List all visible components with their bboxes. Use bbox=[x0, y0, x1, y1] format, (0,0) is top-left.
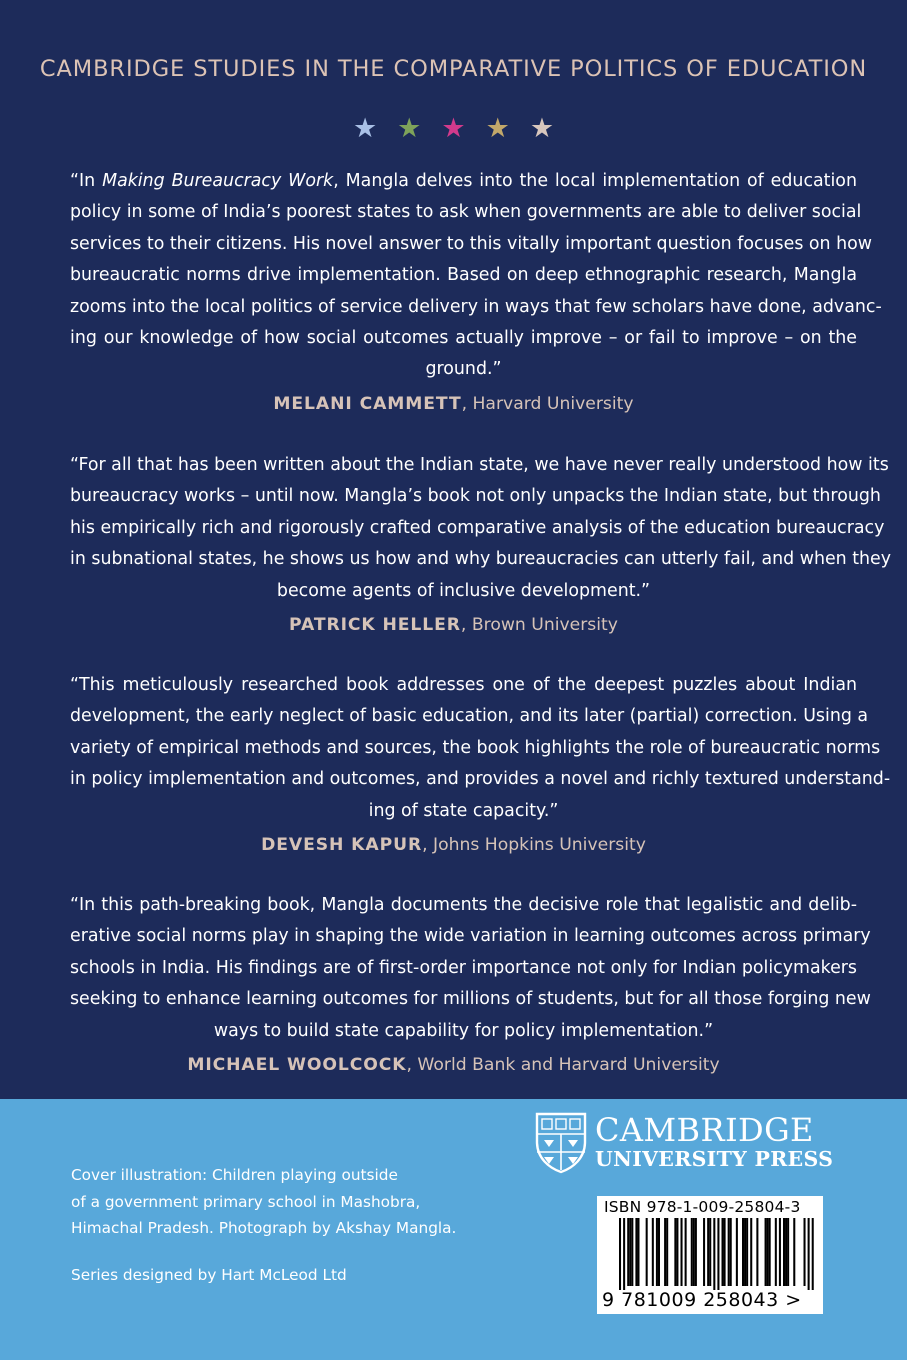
star-icon: ★ bbox=[352, 113, 378, 144]
barcode-digits: 9 781009 258043 > bbox=[602, 1289, 802, 1311]
barcode-bar bbox=[709, 1218, 711, 1286]
barcode-bar bbox=[746, 1218, 748, 1286]
barcode-bar bbox=[808, 1218, 810, 1290]
barcode-bar bbox=[775, 1218, 777, 1286]
barcode-bar bbox=[658, 1218, 660, 1286]
reviewer-name: MICHAEL WOOLCOCK bbox=[187, 1055, 407, 1075]
quote-line: schools in India. His findings are of first-order importance not only for Indian policymakers bbox=[70, 957, 857, 978]
quote-line: variety of empirical methods and sources, the book highlights the role of bureaucratic norms bbox=[70, 737, 881, 758]
barcode-bar bbox=[703, 1218, 705, 1286]
barcode-bar bbox=[695, 1218, 697, 1286]
isbn-label: ISBN 978-1-009-25804-3 bbox=[604, 1198, 801, 1216]
barcode-bar bbox=[713, 1218, 715, 1290]
quote-line: ing of state capacity.” bbox=[368, 800, 559, 821]
barcode-bar bbox=[693, 1218, 695, 1286]
cover-credit-line: of a government primary school in Mashobra, bbox=[71, 1192, 421, 1211]
quote-line: policy in some of India’s poorest states to ask when governments are able to deliver social bbox=[70, 202, 862, 223]
star-icon: ★ bbox=[485, 113, 510, 144]
quote-line: “This meticulously researched book addresses one of the deepest puzzles about Indian bbox=[70, 675, 857, 695]
blurb-quote bbox=[70, 890, 871, 1047]
reviewer-affiliation: , Brown University bbox=[460, 615, 618, 635]
barcode-bars bbox=[597, 1218, 823, 1290]
blurb-attribution bbox=[0, 1055, 907, 1075]
quote-line: services to their citizens. His novel answer to this vitally important question focuses on how bbox=[70, 233, 872, 254]
quote-fragment: “In bbox=[70, 171, 103, 191]
series-title: CAMBRIDGE STUDIES IN THE COMPARATIVE POLITICS OF EDUCATION bbox=[39, 56, 868, 82]
quote-line: bureaucracy works – until now. Mangla’s book not only unpacks the Indian state, but through bbox=[70, 486, 881, 507]
barcode-bar bbox=[646, 1218, 648, 1286]
barcode-bar bbox=[812, 1218, 814, 1290]
quote-line: “In this path-breaking book, Mangla documents the decisive role that legalistic and delib- bbox=[70, 895, 857, 915]
barcode-bar bbox=[652, 1218, 654, 1286]
star-icon: ★ bbox=[529, 113, 555, 144]
quote-line: in policy implementation and outcomes, and provides a novel and richly textured understand- bbox=[70, 769, 891, 790]
publisher-logo bbox=[535, 1112, 835, 1174]
blurb-attribution bbox=[0, 615, 907, 635]
barcode-bar bbox=[627, 1218, 629, 1286]
quote-line: zooms into the local politics of service delivery in ways that few scholars have done, advanc- bbox=[70, 296, 882, 317]
barcode-bar bbox=[728, 1218, 730, 1286]
star-icon: ★ bbox=[441, 113, 466, 144]
barcode-bar bbox=[767, 1218, 769, 1286]
barcode-bar bbox=[785, 1218, 787, 1286]
publisher-subname: UNIVERSITY PRESS bbox=[595, 1147, 834, 1171]
blurb-quote bbox=[70, 450, 892, 607]
barcode-bar bbox=[722, 1218, 724, 1286]
blurb-quote bbox=[70, 166, 882, 386]
barcode-bar bbox=[756, 1218, 758, 1286]
quote-line: ground.” bbox=[425, 359, 502, 380]
blurb-quote bbox=[70, 670, 891, 827]
barcode-bar bbox=[631, 1218, 633, 1286]
barcode-bar bbox=[736, 1218, 738, 1286]
cover-credit-line: Himachal Pradesh. Photograph by Akshay Mangla. bbox=[71, 1219, 457, 1237]
barcode-bar bbox=[623, 1218, 625, 1290]
blurb-attribution bbox=[0, 394, 907, 414]
reviewer-name: PATRICK HELLER bbox=[289, 615, 461, 635]
barcode-bar bbox=[685, 1218, 687, 1286]
quote-line: bureaucratic norms drive implementation. Based on deep ethnographic research, Mangla bbox=[70, 265, 857, 286]
reviewer-affiliation: , World Bank and Harvard University bbox=[406, 1055, 720, 1075]
barcode-bar bbox=[637, 1218, 639, 1286]
quote-line: his empirically rich and rigorously crafted comparative analysis of the education bureaucracy bbox=[70, 517, 885, 538]
barcode-bar bbox=[730, 1218, 732, 1286]
barcode-bar bbox=[804, 1218, 806, 1286]
book-title: Making Bureaucracy Work bbox=[102, 171, 334, 191]
barcode-bar bbox=[676, 1218, 678, 1286]
barcode-bar bbox=[744, 1218, 746, 1286]
isbn-barcode bbox=[597, 1196, 823, 1314]
reviewer-affiliation: , Johns Hopkins University bbox=[422, 835, 646, 855]
designer-credit: Series designed by Hart McLeod Ltd bbox=[71, 1266, 347, 1284]
publisher-name: CAMBRIDGE bbox=[595, 1111, 814, 1149]
barcode-bar bbox=[724, 1218, 726, 1286]
barcode-bar bbox=[629, 1218, 631, 1286]
barcode-bar bbox=[783, 1218, 785, 1286]
cambridge-shield-icon bbox=[535, 1112, 587, 1174]
barcode-bar bbox=[742, 1218, 744, 1286]
reviewer-name: MELANI CAMMETT bbox=[273, 394, 462, 414]
barcode-bar bbox=[707, 1218, 709, 1286]
quote-line: become agents of inclusive development.” bbox=[276, 580, 651, 601]
barcode-bar bbox=[765, 1218, 767, 1286]
cover-credit-line: Cover illustration: Children playing outside bbox=[71, 1166, 398, 1184]
barcode-bar bbox=[635, 1218, 637, 1286]
quote-line: ways to build state capability for policy implementation.” bbox=[213, 1020, 714, 1041]
barcode-bar bbox=[619, 1218, 621, 1290]
reviewer-name: DEVESH KAPUR bbox=[261, 835, 423, 855]
barcode-bar bbox=[750, 1218, 752, 1286]
barcode-bar bbox=[666, 1218, 668, 1286]
barcode-bar bbox=[793, 1218, 795, 1286]
reviewer-affiliation: , Harvard University bbox=[461, 394, 634, 414]
barcode-bar bbox=[717, 1218, 719, 1290]
blurb-attribution bbox=[0, 835, 907, 855]
quote-line: in subnational states, he shows us how and why bureaucracies can utterly fail, and when they bbox=[70, 549, 892, 570]
barcode-bar bbox=[656, 1218, 658, 1286]
barcode-bar bbox=[681, 1218, 683, 1286]
quote-line: ing our knowledge of how social outcomes actually improve – or fail to improve – on the bbox=[70, 328, 857, 349]
barcode-bar bbox=[664, 1218, 666, 1286]
barcode-bar bbox=[787, 1218, 789, 1286]
quote-fragment: , Mangla delves into the local implementation of education bbox=[333, 171, 857, 191]
quote-line bbox=[70, 166, 857, 197]
quote-line: seeking to enhance learning outcomes for millions of students, but for all those forging new bbox=[70, 989, 871, 1010]
barcode-bar bbox=[779, 1218, 781, 1286]
star-icon: ★ bbox=[397, 113, 422, 144]
barcode-bar bbox=[769, 1218, 771, 1286]
quote-line: “For all that has been written about the Indian state, we have never really understood how its bbox=[70, 455, 889, 475]
star-row bbox=[0, 114, 907, 144]
barcode-bar bbox=[691, 1218, 693, 1286]
quote-line: erative social norms play in shaping the wide variation in learning outcomes across primary bbox=[70, 926, 871, 947]
barcode-bar bbox=[674, 1218, 676, 1286]
quote-line: development, the early neglect of basic education, and its later (partial) correction. Using a bbox=[70, 706, 869, 727]
cover-credit bbox=[71, 1162, 456, 1242]
